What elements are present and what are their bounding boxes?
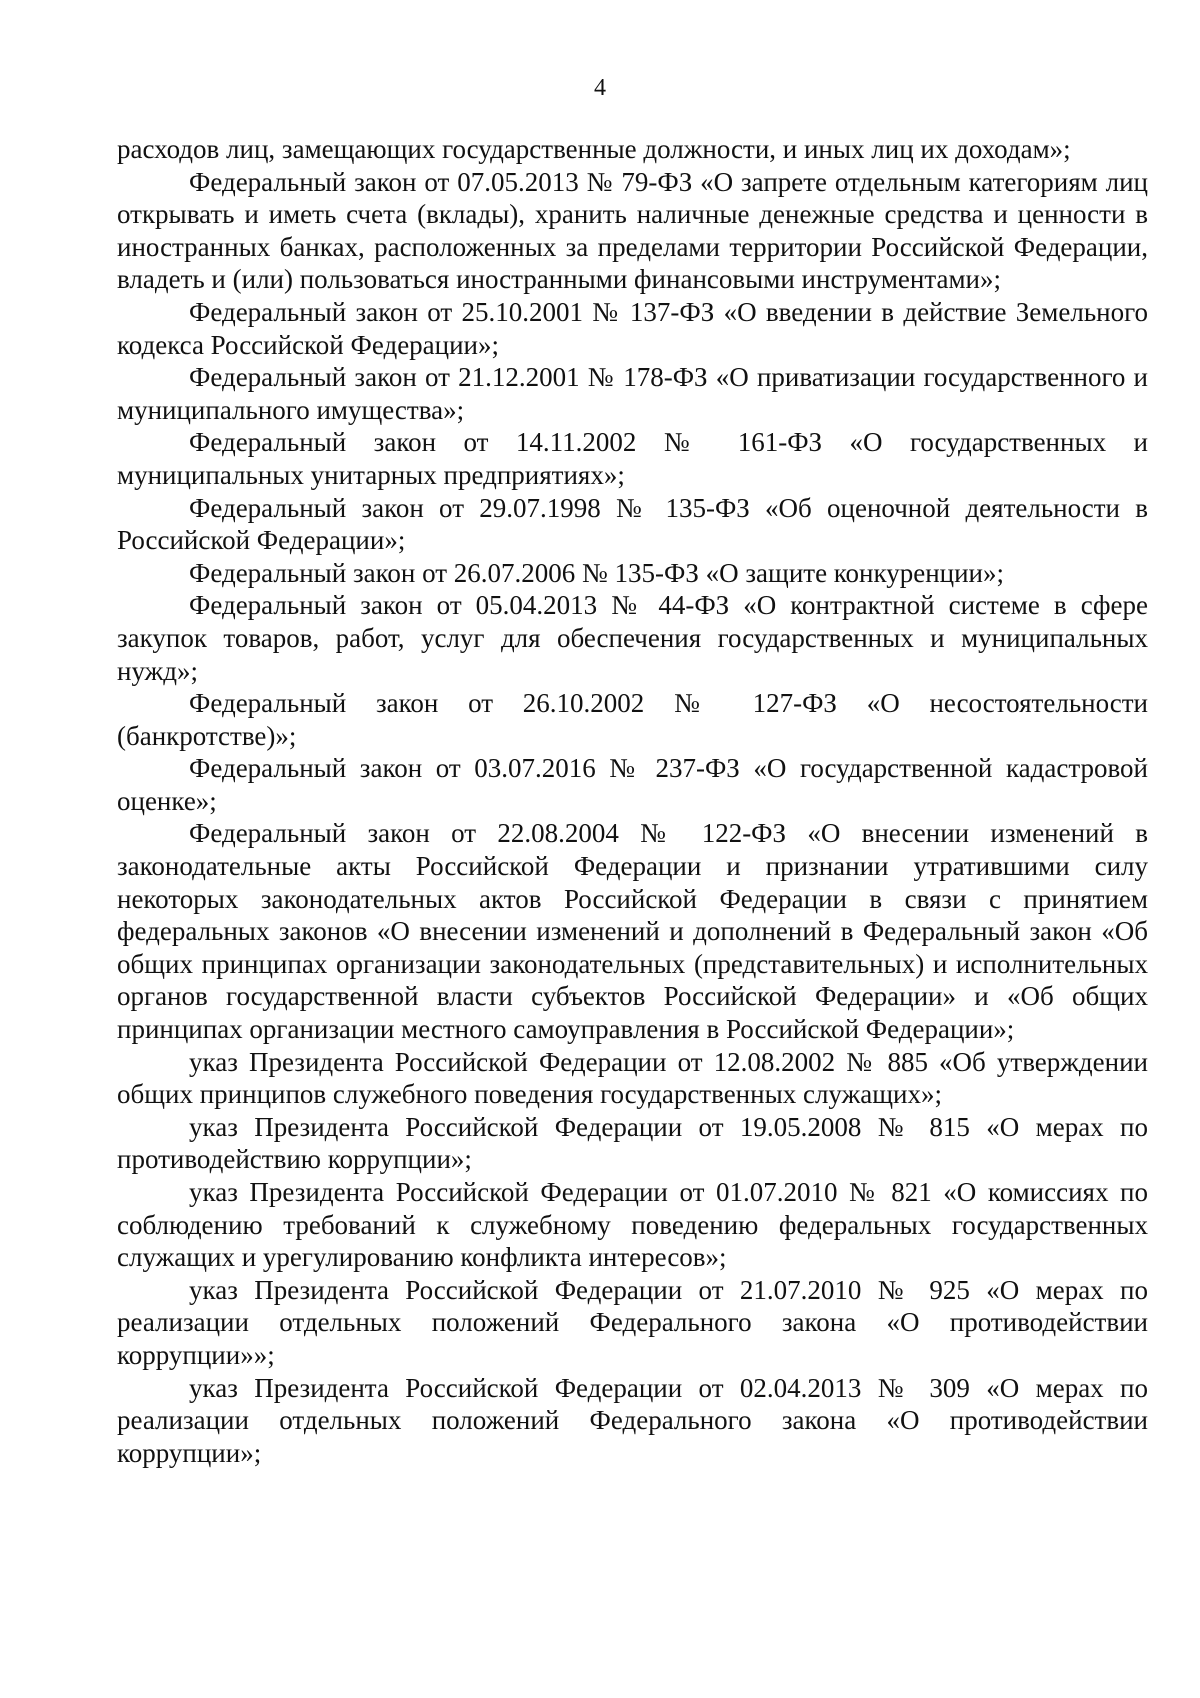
paragraph-4: Федеральный закон от 21.12.2001 № 178-ФЗ «О приватизации государственного и муниципального имущества»; xyxy=(117,362,1148,425)
paragraph-3: Федеральный закон от 25.10.2001 № 137-ФЗ «О введении в действие Земельного кодекса Российской Федерации»; xyxy=(117,296,1148,360)
paragraph-6: Федеральный закон от 29.07.1998 № 135-ФЗ «Об оценочной деятельности в Российской Федерации»; xyxy=(117,492,1148,556)
paragraph-9: Федеральный закон от 26.10.2002 № 127-ФЗ «О несостоятельности (банкротстве)»; xyxy=(117,688,1148,751)
paragraph-7: Федеральный закон от 26.07.2006 № 135-ФЗ «О защите конкуренции»; xyxy=(189,557,1005,588)
paragraph-13: указ Президента Российской Федерации от 19.05.2008 № 815 «О мерах по противодействию коррупции»; xyxy=(117,1111,1148,1175)
paragraph-11: Федеральный закон от 22.08.2004 № 122-ФЗ «О внесении изменений в законодательные акты Российской Федерации и признании утратившими силу некоторых законодательных актов Российской Федерации в связи с принятием федеральных законов «О внесении изменений и дополнений в Федеральный закон «Об общих принципах организации законодательных (представительных) и исполнительных органов государственной власти субъектов Российской Федерации» и «Об общих принципах организации местного самоуправления в Российской Федерации»; xyxy=(117,818,1148,1045)
paragraph-16: указ Президента Российской Федерации от 02.04.2013 № 309 «О мерах по реализации отдельных положений Федерального закона «О противодействии коррупции»; xyxy=(117,1372,1148,1468)
paragraph-1: расходов лиц, замещающих государственные должности, и иных лиц их доходам»; xyxy=(117,134,1071,164)
document-body xyxy=(117,133,1148,1469)
paragraph-2: Федеральный закон от 07.05.2013 № 79-ФЗ «О запрете отдельным категориям лиц открывать и иметь счета (вклады), хранить наличные денежные средства и ценности в иностранных банках, расположенных за пределами территории Российской Федерации, владеть и (или) пользоваться иностранными финансовыми инструментами»; xyxy=(117,166,1148,295)
paragraph-8: Федеральный закон от 05.04.2013 № 44-ФЗ «О контрактной системе в сфере закупок товаров, работ, услуг для обеспечения государственных и муниципальных нужд»; xyxy=(117,590,1148,686)
paragraph-10: Федеральный закон от 03.07.2016 № 237-ФЗ «О государственной кадастровой оценке»; xyxy=(117,753,1148,816)
paragraph-12: указ Президента Российской Федерации от 12.08.2002 № 885 «Об утверждении общих принципов служебного поведения государственных служащих»; xyxy=(117,1046,1148,1110)
paragraph-15: указ Президента Российской Федерации от 21.07.2010 № 925 «О мерах по реализации отдельных положений Федерального закона «О противодействии коррупции»»; xyxy=(117,1274,1148,1370)
paragraph-14: указ Президента Российской Федерации от 01.07.2010 № 821 «О комиссиях по соблюдению требований к служебному поведению федеральных государственных служащих и урегулированию конфликта интересов»; xyxy=(117,1177,1148,1273)
page-number: 4 xyxy=(594,75,606,101)
paragraph-5: Федеральный закон от 14.11.2002 № 161-ФЗ «О государственных и муниципальных унитарных предприятиях»; xyxy=(117,427,1148,490)
